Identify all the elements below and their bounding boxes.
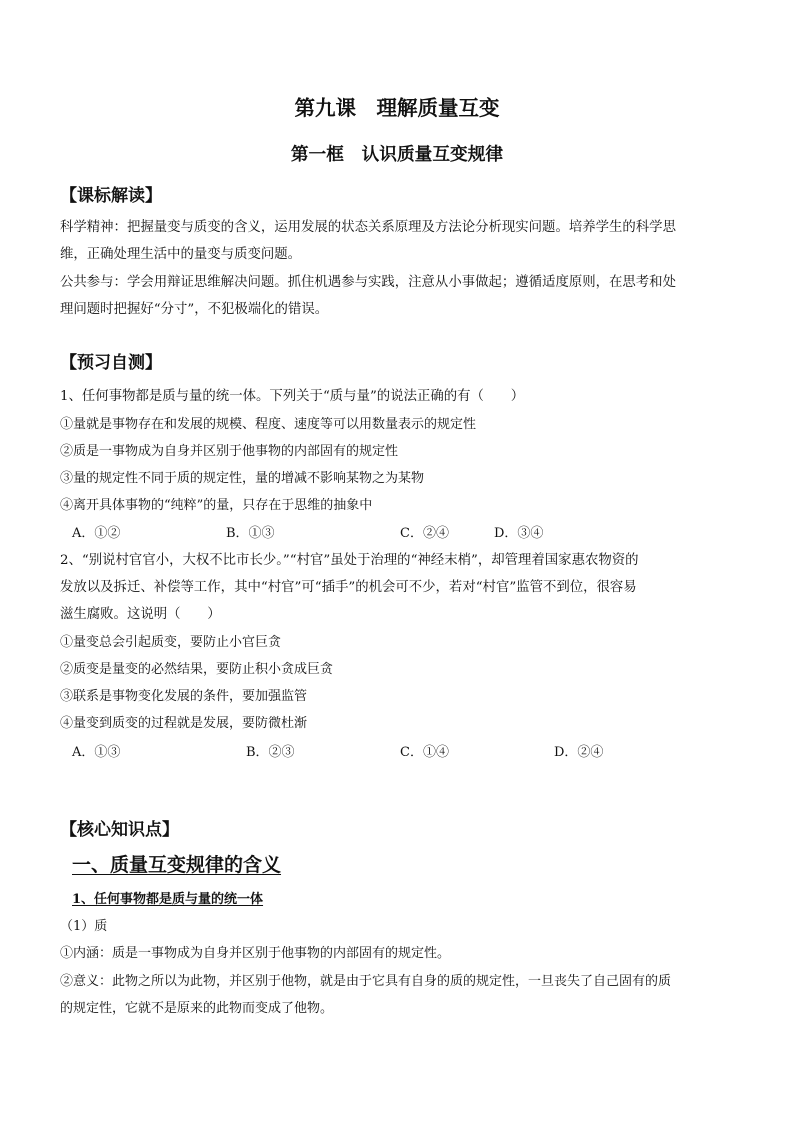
question-1-item: ①量就是事物存在和发展的规模、程度、速度等可以用数量表示的规定性 — [60, 417, 477, 432]
preview-heading: 【预习自测】 — [60, 353, 162, 373]
question-2-option-a: A．①③ — [72, 745, 121, 760]
significance-line-1: ②意义：此物之所以为此物，并区别于他物，就是由于它具有自身的质的规定性，一旦丧失了自己固有的质 — [60, 974, 672, 989]
definition-line: ①内涵：质是一事物成为自身并区别于他事物的内部固有的规定性。 — [60, 946, 451, 961]
question-2-stem-line-1: 2、“别说村官官小，大权不比市长少。”“村官”虽处于治理的“神经末梢”，却管理着国家惠农物资的 — [60, 553, 639, 568]
question-2-item: ③联系是事物变化发展的条件，要加强监管 — [60, 689, 308, 704]
question-2-option-c: C．①④ — [400, 745, 449, 760]
question-2-stem-line-3: 滋生腐败。这说明（ ） — [60, 607, 221, 622]
question-2-option-d: D．②④ — [554, 745, 604, 760]
question-1-item: ④离开具体事物的“纯粹”的量，只存在于思维的抽象中 — [60, 498, 373, 513]
curriculum-science-line-1: 科学精神：把握量变与质变的含义，运用发展的状态关系原理及方法论分析现实问题。培养学生的科学思 — [60, 220, 676, 235]
question-1-item: ③量的规定性不同于质的规定性，量的增减不影响某物之为某物 — [60, 471, 425, 486]
question-1-option-c: C．②④ — [400, 526, 449, 541]
section-heading: 一、质量互变规律的含义 — [72, 854, 282, 876]
question-2-option-b: B．②③ — [246, 745, 295, 760]
question-1-item: ②质是一事物成为自身并区别于他事物的内部固有的规定性 — [60, 444, 399, 459]
curriculum-public-line-1: 公共参与：学会用辩证思维解决问题。抓住机遇参与实践，注意从小事做起；遵循适度原则，在思考和处 — [60, 275, 676, 290]
subsection-heading: 1、任何事物都是质与量的统一体 — [72, 892, 264, 907]
question-2-item: ①量变总会引起质变，要防止小官巨贪 — [60, 635, 282, 650]
curriculum-science-line-2: 维，正确处理生活中的量变与质变问题。 — [60, 247, 302, 262]
question-1-option-b: B．①③ — [226, 526, 275, 541]
question-1-option-d: D．③④ — [494, 526, 544, 541]
question-2-stem-line-2: 发放以及拆迁、补偿等工作，其中“村官”可“插手”的机会可不少，若对“村官”监管不到位，很容易 — [60, 580, 637, 595]
point-heading: （1）质 — [60, 919, 108, 934]
question-1-option-a: A．①② — [72, 526, 121, 541]
question-2-item: ④量变到质变的过程就是发展，要防微杜渐 — [60, 716, 308, 731]
question-2-item: ②质变是量变的必然结果，要防止积小贪成巨贪 — [60, 662, 334, 677]
question-1-stem: 1、任何事物都是质与量的统一体。下列关于“质与量”的说法正确的有（ ） — [60, 389, 525, 404]
significance-line-2: 的规定性，它就不是原来的此物而变成了他物。 — [60, 1001, 334, 1016]
page-subtitle: 第一框 认识质量互变规律 — [290, 144, 504, 165]
curriculum-heading: 【课标解读】 — [60, 186, 162, 206]
curriculum-public-line-2: 理问题时把握好“分寸”，不犯极端化的错误。 — [60, 302, 329, 317]
core-heading: 【核心知识点】 — [60, 820, 179, 840]
page-title: 第九课 理解质量互变 — [294, 96, 500, 120]
